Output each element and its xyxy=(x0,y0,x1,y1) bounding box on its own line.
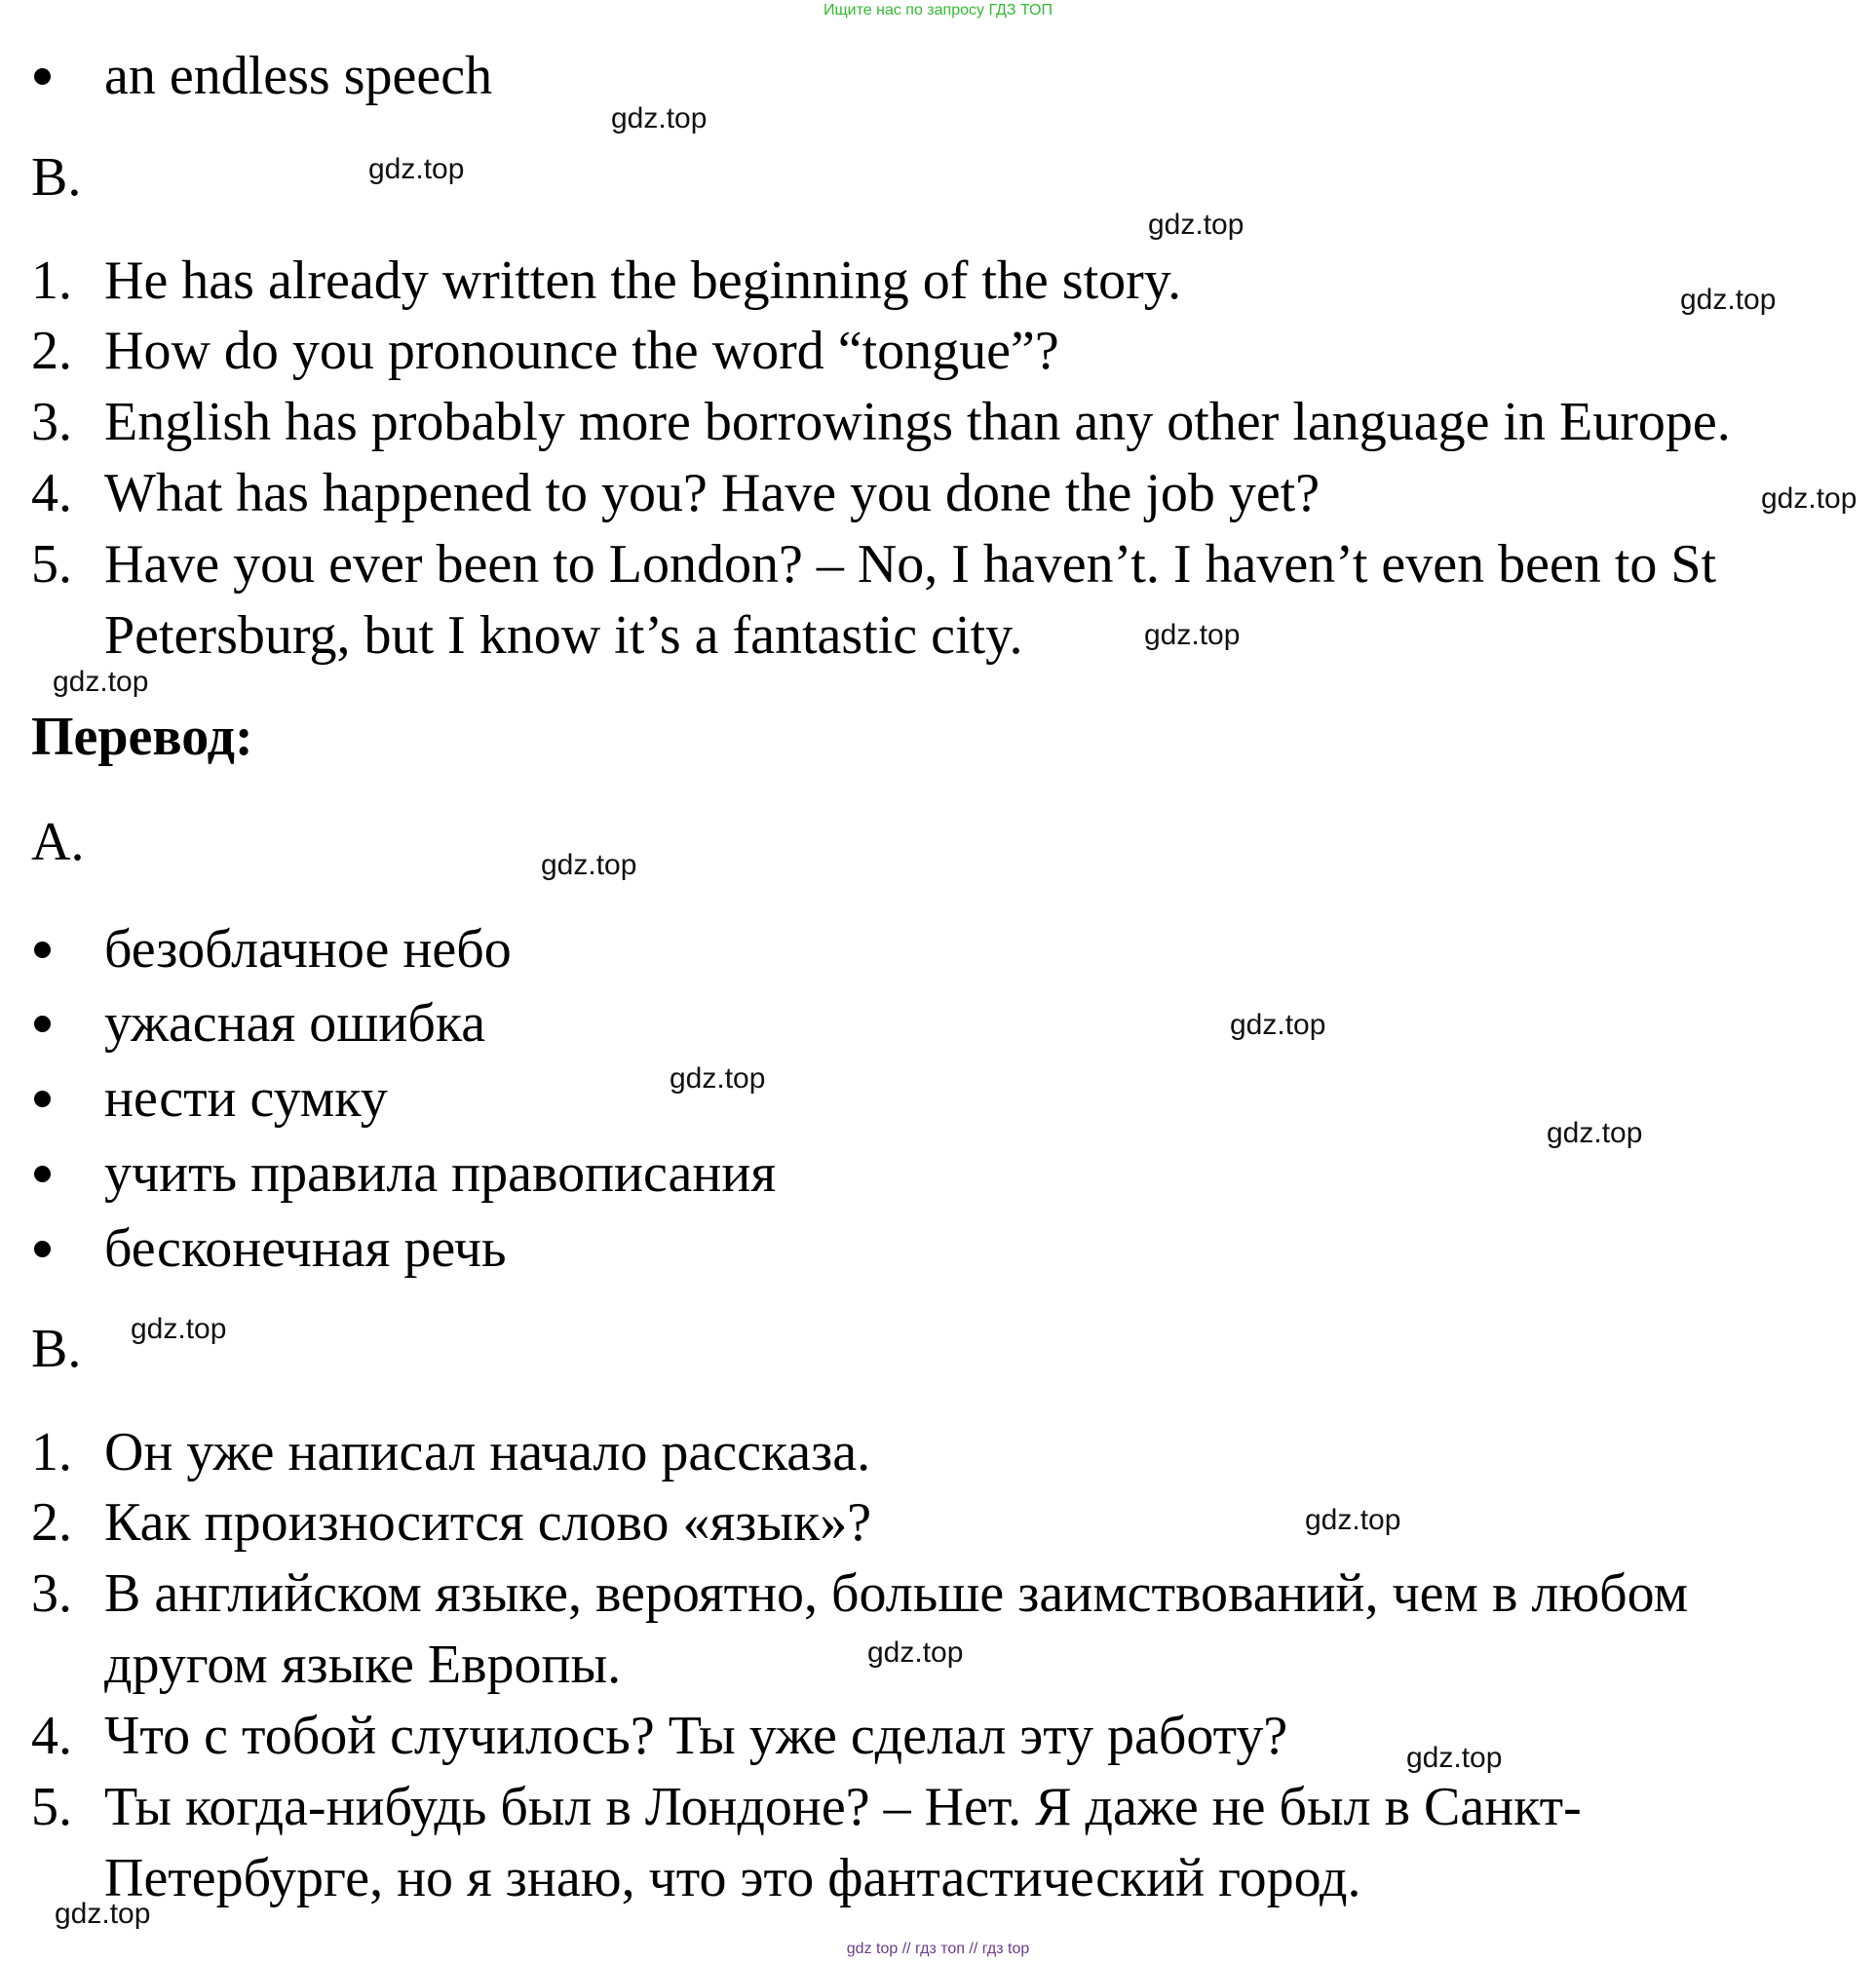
watermark: gdz.top xyxy=(1305,1504,1401,1536)
sentence-text: Petersburg, but I know it’s a fantastic city. xyxy=(104,605,1023,666)
item-number: 3. xyxy=(31,392,72,452)
sentence-text: Что с тобой случилось? Ты уже сделал эту работу? xyxy=(104,1706,1288,1766)
watermark: gdz.top xyxy=(55,1898,151,1930)
section-b-label: B. xyxy=(31,1319,82,1379)
sentence-text: Ты когда-нибудь был в Лондоне? – Нет. Я даже не был в Санкт- xyxy=(104,1777,1582,1837)
item-number: 1. xyxy=(31,1422,72,1482)
item-number: 4. xyxy=(31,1706,72,1766)
list-item-text: учить правила правописания xyxy=(104,1143,777,1204)
list-item-text: нести сумку xyxy=(104,1068,388,1129)
item-number: 4. xyxy=(31,463,72,523)
watermark: gdz.top xyxy=(1230,1009,1326,1041)
sentence-text: What has happened to you? Have you done the job yet? xyxy=(104,463,1321,523)
watermark: gdz.top xyxy=(131,1313,227,1345)
watermark: gdz.top xyxy=(541,849,637,881)
item-number: 3. xyxy=(31,1563,72,1624)
bullet-icon xyxy=(34,1166,51,1182)
translation-heading: Перевод: xyxy=(31,707,253,767)
list-item-text: бесконечная речь xyxy=(104,1218,507,1279)
sentence-text: Have you ever been to London? – No, I haven’t. I haven’t even been to St xyxy=(104,534,1717,595)
item-number: 2. xyxy=(31,1492,72,1553)
list-item-text: безоблачное небо xyxy=(104,919,512,980)
watermark: gdz.top xyxy=(53,666,149,698)
sentence-text: другом языке Европы. xyxy=(104,1635,622,1695)
watermark: gdz.top xyxy=(1148,209,1244,241)
bullet-icon xyxy=(34,1241,51,1257)
sentence-text: Как произносится слово «язык»? xyxy=(104,1492,872,1553)
list-item-text: ужасная ошибка xyxy=(104,993,486,1054)
sentence-text: English has probably more borrowings than any other language in Europe. xyxy=(104,392,1731,452)
list-item-text: an endless speech xyxy=(104,46,493,106)
sentence-text: Он уже написал начало рассказа. xyxy=(104,1422,871,1482)
sentence-text: How do you pronounce the word “tongue”? xyxy=(104,321,1059,381)
sentence-text: He has already written the beginning of the story. xyxy=(104,250,1182,311)
bullet-icon xyxy=(34,942,51,958)
bullet-icon xyxy=(34,1016,51,1032)
watermark: gdz.top xyxy=(1680,284,1777,316)
bullet-icon xyxy=(34,68,51,85)
item-number: 1. xyxy=(31,250,72,311)
item-number: 5. xyxy=(31,534,72,595)
watermark: gdz.top xyxy=(867,1636,964,1669)
search-hint-banner: Ищите нас по запросу ГДЗ ТОП xyxy=(823,2,1053,19)
watermark: gdz.top xyxy=(1406,1742,1503,1774)
sentence-text: В английском языке, вероятно, больше заимствований, чем в любом xyxy=(104,1563,1689,1624)
watermark: gdz.top xyxy=(670,1062,766,1095)
item-number: 2. xyxy=(31,321,72,381)
watermark: gdz.top xyxy=(368,153,465,185)
sentence-text: Петербурге, но я знаю, что это фантастический город. xyxy=(104,1848,1361,1908)
section-a-label: A. xyxy=(31,812,85,872)
bullet-icon xyxy=(34,1091,51,1107)
watermark: gdz.top xyxy=(1547,1117,1643,1149)
watermark: gdz.top xyxy=(611,102,708,135)
watermark: gdz.top xyxy=(1761,482,1857,515)
footer-watermark: gdz top // гдз топ // гдз top xyxy=(846,1941,1030,1957)
section-b-label: B. xyxy=(31,147,82,208)
watermark: gdz.top xyxy=(1144,619,1241,651)
item-number: 5. xyxy=(31,1777,72,1837)
